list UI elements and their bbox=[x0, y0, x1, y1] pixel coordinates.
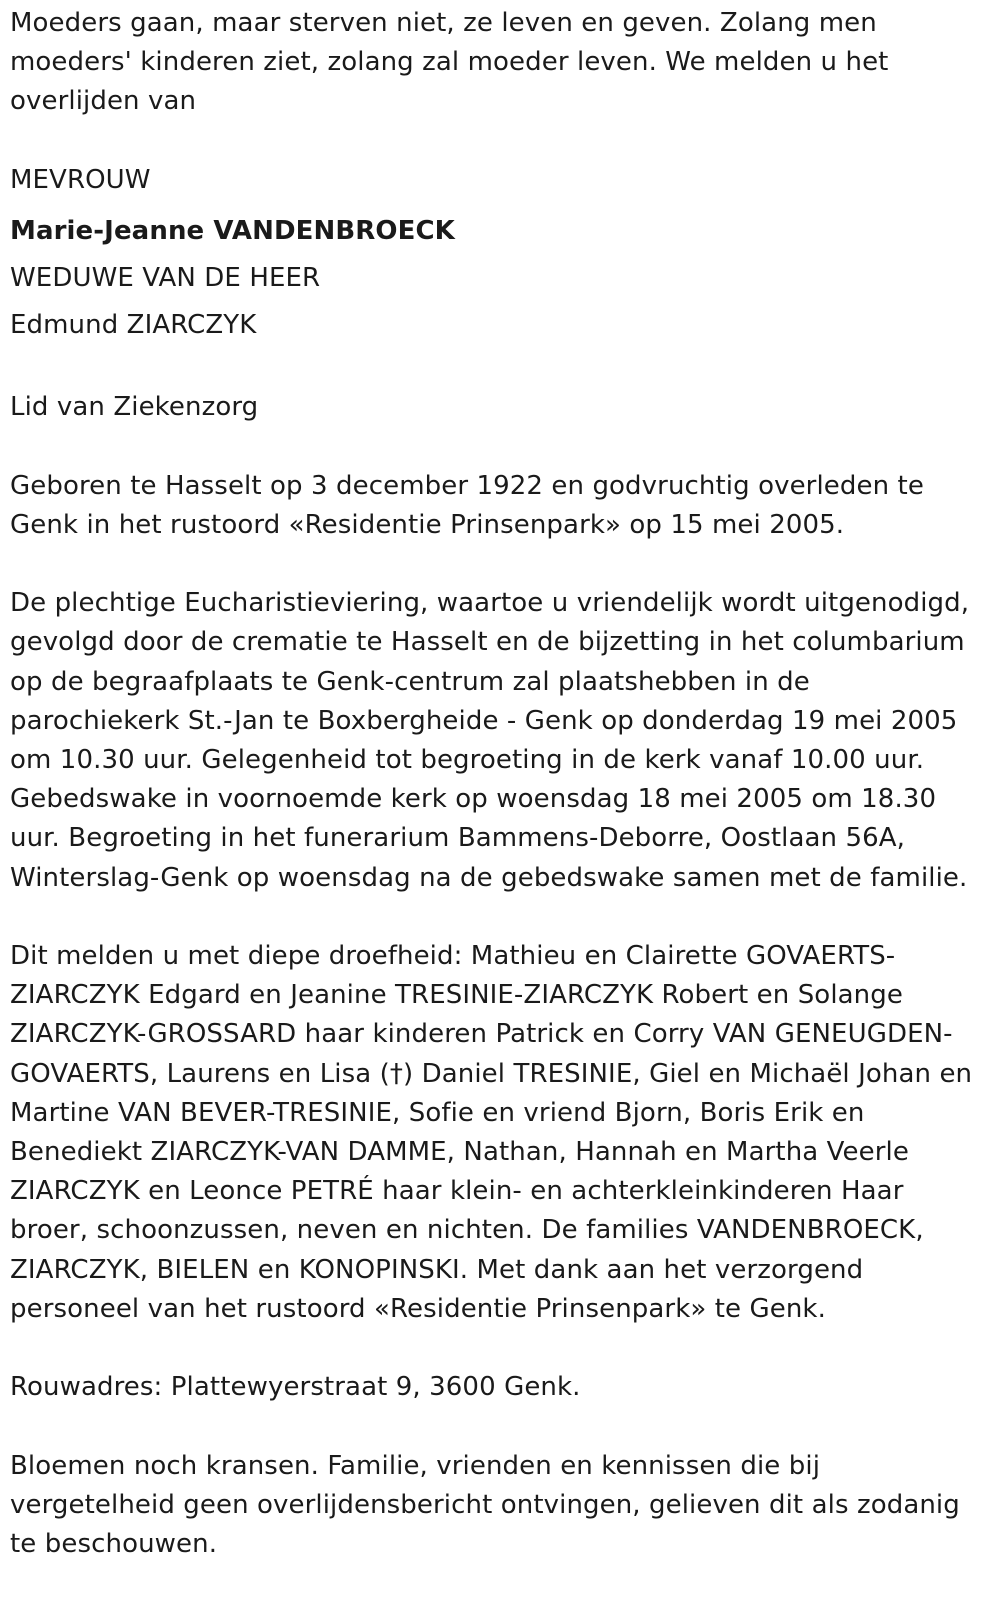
ceremony-paragraph bbox=[10, 584, 985, 898]
intro-paragraph bbox=[10, 4, 985, 122]
birth-death-line: Geboren te Hasselt op 3 december 1922 en godvruchtig overleden te bbox=[10, 470, 924, 501]
ceremony-line: Gebedswake in voornoemde kerk op woensdag 18 mei 2005 om 18.30 bbox=[10, 784, 937, 815]
deceased-title: MEVROUW bbox=[10, 164, 151, 195]
deceased-status: WEDUWE VAN DE HEER bbox=[10, 263, 321, 293]
ceremony-line: parochiekerk St.-Jan te Boxbergheide - Genk op donderdag 19 mei 2005 bbox=[10, 705, 958, 736]
birth-death-paragraph bbox=[10, 467, 985, 545]
family-line: ZIARCZYK, BIELEN en KONOPINSKI. Met dank aan het verzorgend bbox=[10, 1254, 864, 1285]
ceremony-line: om 10.30 uur. Gelegenheid tot begroeting in de kerk vanaf 10.00 uur. bbox=[10, 744, 925, 775]
address-paragraph bbox=[10, 1368, 985, 1407]
deceased-block bbox=[10, 161, 985, 349]
family-line: ZIARCZYK en Leonce PETRÉ haar klein- en achterkleinkinderen Haar bbox=[10, 1176, 904, 1207]
ceremony-line: Winterslag-Genk op woensdag na de gebedswake samen met de familie. bbox=[10, 862, 968, 893]
ceremony-line: op de begraafplaats te Genk-centrum zal plaatshebben in de bbox=[10, 666, 810, 697]
intro-line: Moeders gaan, maar sterven niet, ze leven en geven. Zolang men bbox=[10, 8, 877, 38]
family-line: ZIARCZYK Edgard en Jeanine TRESINIE-ZIARCZYK Robert en Solange bbox=[10, 980, 903, 1011]
birth-death-line: Genk in het rustoord «Residentie Prinsenpark» op 15 mei 2005. bbox=[10, 509, 845, 540]
family-paragraph bbox=[10, 937, 985, 1329]
flowers-line: Bloemen noch kransen. Familie, vrienden en kennissen die bij bbox=[10, 1450, 821, 1481]
deceased-name: Marie-Jeanne VANDENBROECK bbox=[10, 216, 455, 246]
family-line: ZIARCZYK-GROSSARD haar kinderen Patrick en Corry VAN GENEUGDEN- bbox=[10, 1019, 953, 1050]
membership-paragraph bbox=[10, 388, 985, 427]
obituary-document bbox=[10, 4, 985, 1603]
ceremony-line: De plechtige Eucharistieviering, waartoe u vriendelijk wordt uitgenodigd, bbox=[10, 588, 970, 619]
family-line: personeel van het rustoord «Residentie Prinsenpark» te Genk. bbox=[10, 1293, 826, 1324]
deceased-spouse: Edmund ZIARCZYK bbox=[10, 310, 257, 340]
family-line: broer, schoonzussen, neven en nichten. De families VANDENBROECK, bbox=[10, 1215, 924, 1246]
family-line: Benediekt ZIARCZYK-VAN DAMME, Nathan, Hannah en Martha Veerle bbox=[10, 1137, 909, 1167]
family-line: Dit melden u met diepe droefheid: Mathieu en Clairette GOVAERTS- bbox=[10, 940, 896, 971]
ceremony-line: gevolgd door de crematie te Hasselt en de bijzetting in het columbarium bbox=[10, 627, 965, 658]
family-line: GOVAERTS, Laurens en Lisa (†) Daniel TRESINIE, Giel en Michaël Johan en bbox=[10, 1058, 973, 1089]
address-line: Rouwadres: Plattewyerstraat 9, 3600 Genk. bbox=[10, 1372, 581, 1403]
flowers-line: te beschouwen. bbox=[10, 1529, 218, 1559]
intro-line: overlijden van bbox=[10, 86, 197, 117]
membership-line: Lid van Ziekenzorg bbox=[10, 392, 259, 423]
intro-line: moeders' kinderen ziet, zolang zal moeder leven. We melden u het bbox=[10, 47, 889, 78]
family-line: Martine VAN BEVER-TRESINIE, Sofie en vriend Bjorn, Boris Erik en bbox=[10, 1097, 865, 1128]
ceremony-line: uur. Begroeting in het funerarium Bammens-Deborre, Oostlaan 56A, bbox=[10, 823, 906, 854]
flowers-paragraph bbox=[10, 1447, 985, 1565]
flowers-line: vergetelheid geen overlijdensbericht ontvingen, gelieven dit als zodanig bbox=[10, 1489, 960, 1520]
